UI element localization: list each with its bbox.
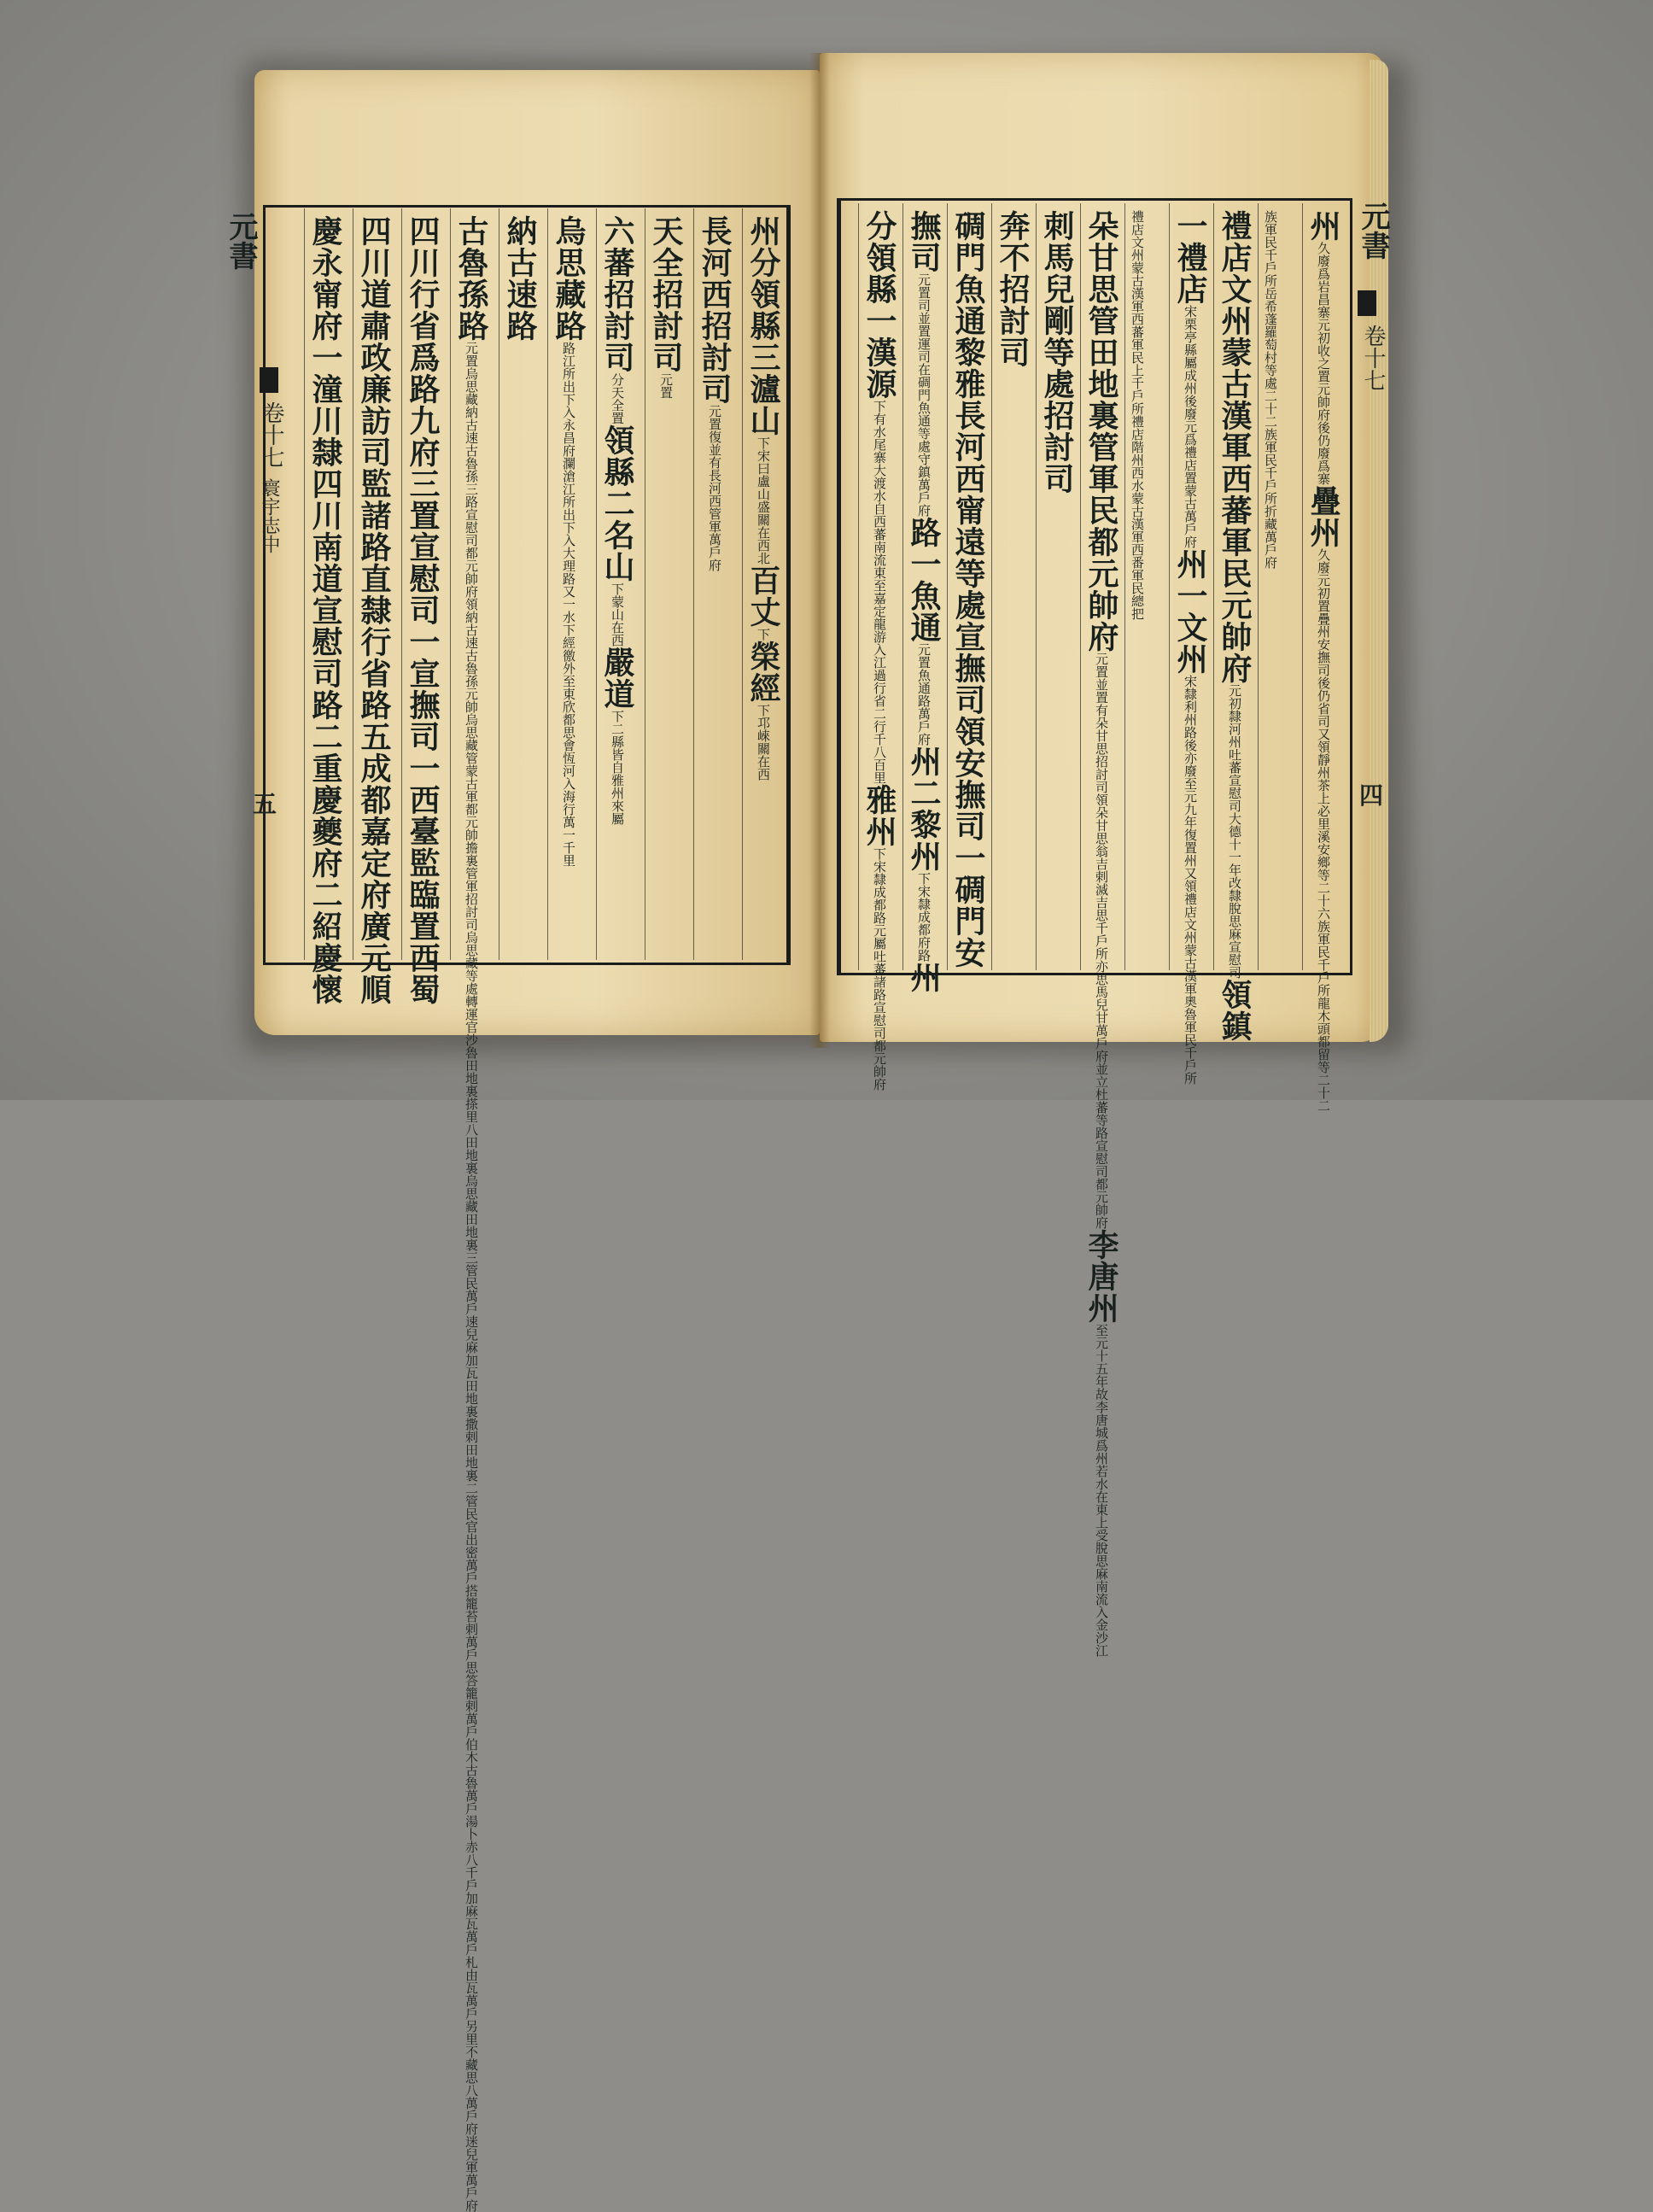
main-text: 四川道肅政廉訪司監諸路直隸行省路五成都嘉定府廣元順 bbox=[356, 215, 392, 1005]
text-column bbox=[950, 210, 986, 968]
text-column bbox=[453, 215, 489, 2212]
annotation-text: 元置烏思藏納古速古魯孫三路宣慰司都元帥府領納古速古魯孫元帥烏思藏管蒙古軍都元帥擔裏管軍招討司烏思藏等處轉運官沙魯田地裏搽里八田地裏烏思藏田地裏三管民萬戶速兒麻加瓦田地裏撒剌田地裏二管民官出密萬戶搭籠苔剌萬戶思答籠剌萬戶伯木古魯萬戶湯卜赤八千戶加麻瓦萬戶札由瓦萬戶另里不藏思八萬戶府迷兒軍萬戶府 bbox=[464, 342, 479, 2212]
text-column bbox=[599, 215, 635, 955]
fish-tail-mark bbox=[260, 367, 278, 393]
column-rule bbox=[858, 203, 859, 970]
main-text: 州 bbox=[1305, 210, 1341, 242]
main-text: 雅州 bbox=[862, 784, 897, 847]
annotation-text: 分天全置 bbox=[610, 373, 625, 424]
text-column bbox=[745, 215, 781, 955]
text-column bbox=[1264, 210, 1277, 965]
column-rule bbox=[450, 208, 451, 960]
text-column bbox=[1217, 210, 1253, 1042]
annotation-text: 下蒙山在西 bbox=[610, 582, 625, 647]
column-rule bbox=[596, 208, 597, 960]
main-text: 分領縣一漢源 bbox=[862, 210, 897, 400]
column-rule bbox=[1302, 203, 1303, 970]
text-column bbox=[551, 215, 587, 955]
text-column bbox=[862, 210, 897, 1091]
main-text: 州二黎州 bbox=[906, 746, 942, 872]
main-text: 領安撫司一碉門安 bbox=[950, 716, 986, 968]
book-gutter bbox=[809, 53, 830, 1048]
main-text: 州 bbox=[906, 962, 942, 993]
text-column bbox=[648, 215, 684, 955]
main-text: 長河西招討司 bbox=[697, 215, 733, 405]
column-rule bbox=[304, 208, 305, 960]
column-rule bbox=[947, 203, 948, 970]
column-rule bbox=[742, 208, 743, 960]
annotation-text: 元置復並有長河西管軍萬戶府 bbox=[707, 405, 722, 571]
text-column bbox=[1039, 210, 1075, 965]
main-text: 天全招討司 bbox=[648, 215, 684, 373]
annotation-text: 元置 bbox=[658, 373, 674, 399]
column-rule bbox=[1036, 203, 1037, 970]
main-text: 嚴道 bbox=[599, 647, 635, 710]
text-column bbox=[1084, 210, 1119, 1657]
column-rule bbox=[1169, 203, 1170, 970]
main-text: 六蕃招討司 bbox=[599, 215, 635, 373]
right-page-number: 四 bbox=[1359, 781, 1384, 810]
annotation-text: 元置魚通路萬戶府 bbox=[916, 643, 932, 746]
main-text: 撫司 bbox=[906, 210, 942, 273]
main-text: 榮經 bbox=[745, 641, 781, 704]
column-rule bbox=[1258, 203, 1259, 970]
annotation-text: 禮店文州蒙古漢軍西蕃軍民上千戶所禮店階州西水蒙古漢軍西番軍民總把 bbox=[1130, 210, 1145, 620]
main-text: 朵甘思管田地裏管軍民都元帥府 bbox=[1084, 210, 1119, 652]
main-text: 碉門魚通黎雅長河西甯遠等處宣撫司 bbox=[950, 210, 986, 716]
text-column bbox=[502, 215, 538, 955]
main-text: 慶永甯府一潼川隸四川南道宣慰司路二重慶夔府二紹慶懷 bbox=[307, 215, 343, 1005]
column-rule bbox=[1124, 203, 1125, 970]
main-text: 納古速路 bbox=[502, 215, 538, 342]
main-text: 一禮店 bbox=[1172, 210, 1208, 305]
annotation-text: 元置司並置運司在碉門魚通等處守鎮萬戶府 bbox=[916, 273, 932, 517]
left-page-number: 五 bbox=[253, 790, 277, 818]
main-text: 禮店文州蒙古漢軍西蕃軍民元帥府 bbox=[1217, 210, 1253, 684]
main-text: 百丈 bbox=[745, 565, 781, 628]
main-text: 刺馬兒剛等處招討司 bbox=[1039, 210, 1075, 494]
annotation-text: 路江所出下入永昌府瀾滄江所出下入大理路又一水下經徼外至東欣都思會恆河入海行萬一千里 bbox=[561, 342, 576, 867]
text-column bbox=[356, 215, 392, 1005]
text-column bbox=[307, 215, 343, 1005]
annotation-text: 宋隸利州路後亦廢至元九年復置州又領禮店文州蒙古漢軍奧魯軍民千戶所 bbox=[1183, 675, 1198, 1085]
main-text: 州一文州 bbox=[1172, 548, 1208, 675]
annotation-text: 下宋隸成都府路 bbox=[916, 872, 932, 962]
left-margin-volume: 卷十七 bbox=[259, 401, 284, 468]
left-margin-title: 元書 bbox=[224, 212, 258, 270]
main-text: 烏思藏路 bbox=[551, 215, 587, 342]
column-rule bbox=[1080, 203, 1081, 970]
left-margin-section: 寰宇志中 bbox=[259, 478, 280, 553]
annotation-text: 下邛崍關在西 bbox=[756, 704, 771, 781]
main-text: 州分領縣三瀘山 bbox=[745, 215, 781, 436]
main-text: 路一魚通 bbox=[906, 517, 942, 643]
annotation-text: 族軍民千戶所岳希蓬羅萄村等處二十二族軍民千戶所折藏萬戶府 bbox=[1263, 210, 1278, 569]
main-text: 領鎮 bbox=[1217, 979, 1253, 1042]
text-column bbox=[697, 215, 733, 955]
text-column bbox=[1130, 210, 1144, 965]
annotation-text: 下 bbox=[756, 628, 771, 641]
main-text: 李唐州 bbox=[1084, 1229, 1119, 1324]
text-column bbox=[1305, 210, 1341, 1112]
main-text: 疊州 bbox=[1305, 485, 1341, 548]
annotation-text: 元置並置有朵甘思招討司領朵甘思翁吉剌滅吉思千戶所亦思馬兒甘萬戶府並立杜蕃等路宣慰司都元帥府 bbox=[1094, 652, 1109, 1229]
text-column bbox=[906, 210, 942, 993]
annotation-text: 久廢爲岩昌寨元初收之置元帥府後仍廢爲寨 bbox=[1316, 242, 1331, 485]
main-text: 古魯孫路 bbox=[453, 215, 489, 342]
main-text: 領縣二名山 bbox=[599, 424, 635, 582]
annotation-text: 至元十五年故李唐城爲州若水在東上受脫思麻南流入金沙江 bbox=[1094, 1324, 1109, 1657]
column-rule bbox=[693, 208, 694, 960]
main-text: 四川行省爲路九府三置宣慰司一宣撫司一西臺監臨置西蜀 bbox=[405, 215, 441, 1005]
column-rule bbox=[991, 203, 992, 970]
annotation-text: 下宋隸成都路元屬吐蕃諸路宣慰司都元帥府 bbox=[872, 847, 887, 1091]
annotation-text: 下宋曰盧山盛關在西北 bbox=[756, 436, 771, 565]
annotation-text: 元初隸河州吐蕃宣慰司大德十一年改隸脫思麻宣慰司 bbox=[1227, 684, 1242, 979]
text-column bbox=[405, 215, 441, 1005]
right-margin-title: 元書 bbox=[1356, 202, 1390, 260]
main-text: 奔不招討司 bbox=[995, 210, 1031, 368]
column-rule bbox=[1213, 203, 1214, 970]
column-rule bbox=[547, 208, 548, 960]
annotation-text: 久廢元初置疊州安撫司後仍省司又領靜州茶上必里溪安鄉等二十六族軍民千戶所龍木頭都留等二十二 bbox=[1316, 548, 1331, 1112]
right-fish-tail-mark bbox=[1358, 290, 1376, 316]
annotation-text: 宋栗亭縣屬成州後廢元爲禮店置蒙古萬戶府 bbox=[1183, 305, 1198, 548]
text-column bbox=[1172, 210, 1208, 1085]
text-column bbox=[995, 210, 1031, 965]
annotation-text: 下二縣皆自雅州來屬 bbox=[610, 710, 625, 825]
column-rule bbox=[401, 208, 402, 960]
right-margin-volume: 卷十七 bbox=[1360, 325, 1386, 391]
column-rule bbox=[902, 203, 903, 970]
annotation-text: 下有水尾寨大渡水自西蕃南流東至嘉定龍游入江過行省二行千八百里 bbox=[872, 400, 887, 784]
